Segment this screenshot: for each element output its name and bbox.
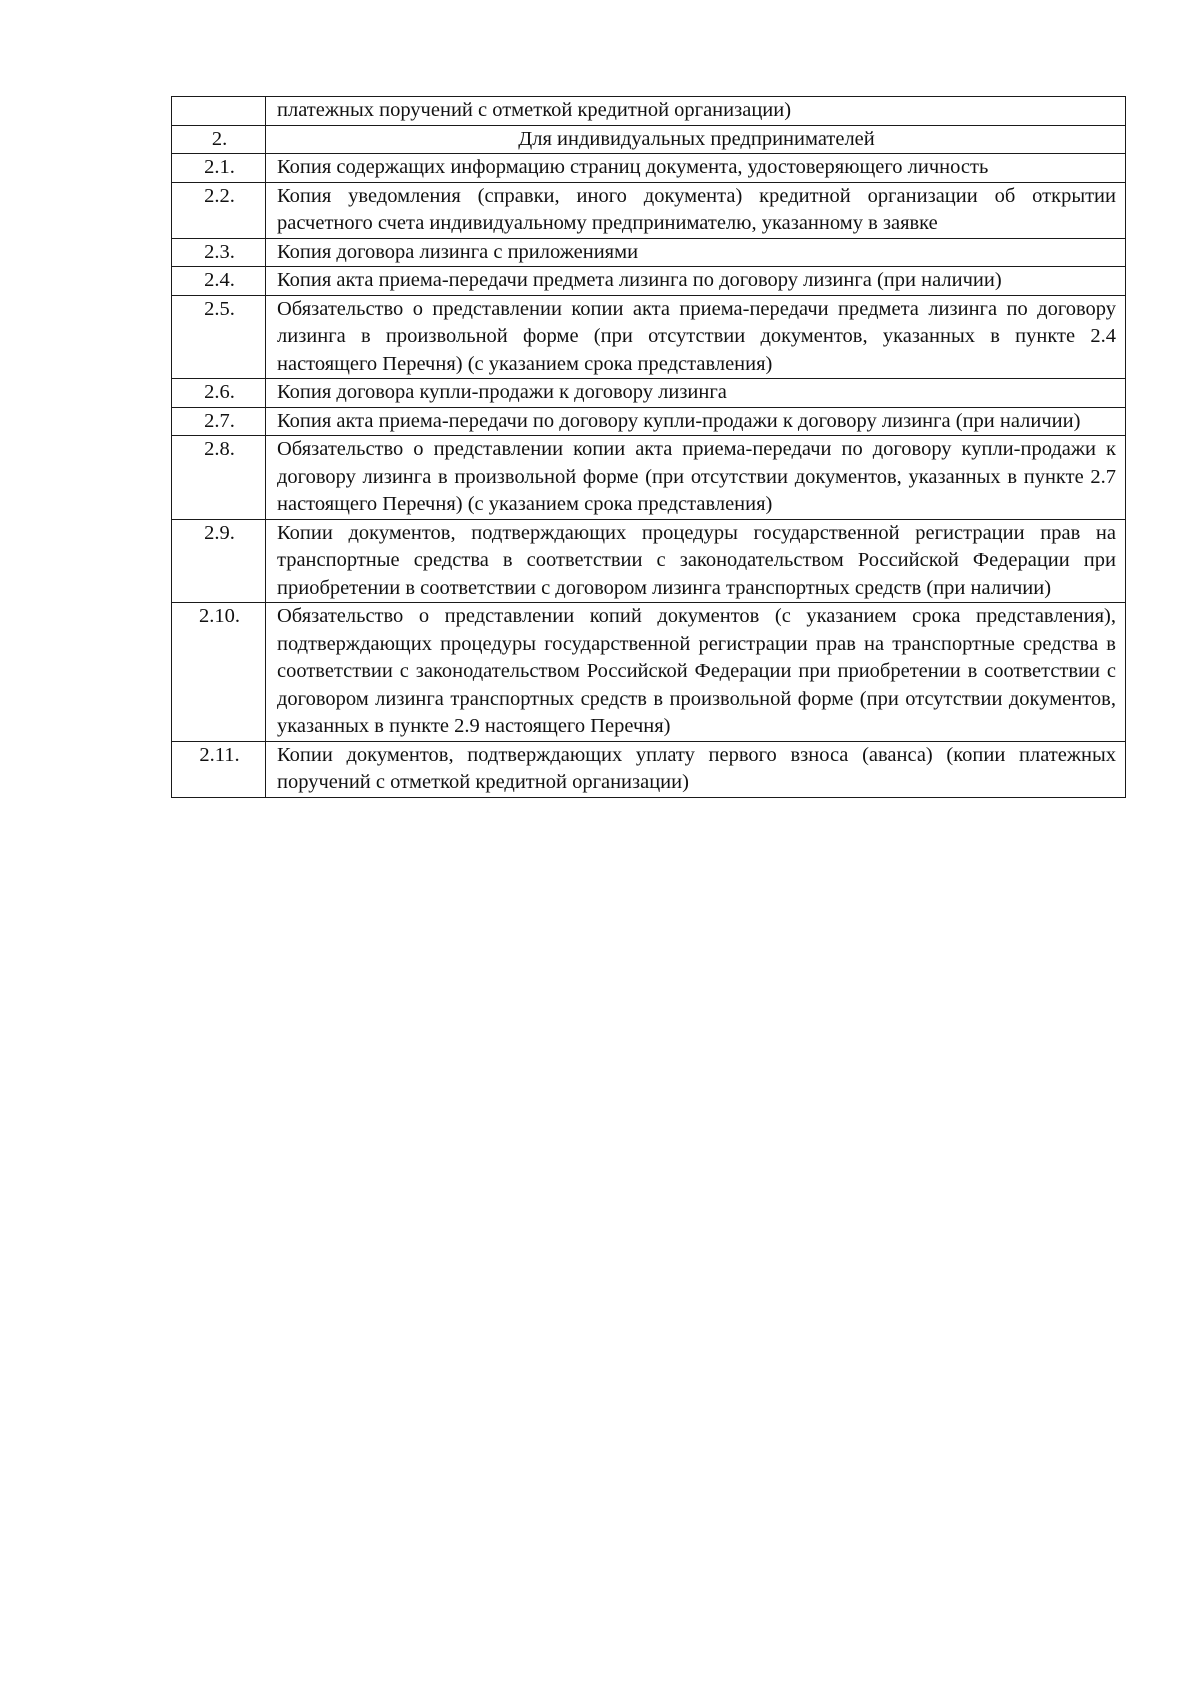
row-number: 2.2. <box>172 182 266 238</box>
table-row <box>172 97 1126 126</box>
row-text: Копия акта приема-передачи по договору купли-продажи к договору лизинга (при наличии) <box>266 407 1126 436</box>
row-number: 2.3. <box>172 238 266 267</box>
table-row <box>172 603 1126 742</box>
row-text: Копия уведомления (справки, иного документа) кредитной организации об открытии расчетного счета индивидуальному предпринимателю, указанному в заявке <box>266 182 1126 238</box>
row-text: Обязательство о представлении копий документов (с указанием срока представления), подтверждающих процедуры государственной регистрации прав на транспортные средства в соответствии с законодательством Российской Федерации при приобретении в соответствии с договором лизинга транспортных средств в произвольной форме (при отсутствии документов, указанных в пункте 2.9 настоящего Перечня) <box>266 603 1126 742</box>
row-text: Копии документов, подтверждающих процедуры государственной регистрации прав на транспортные средства в соответствии с законодательством Российской Федерации при приобретении в соответствии с договором лизинга транспортных средств (при наличии) <box>266 519 1126 603</box>
table-row <box>172 154 1126 183</box>
row-text: Копия акта приема-передачи предмета лизинга по договору лизинга (при наличии) <box>266 267 1126 296</box>
row-text: Обязательство о представлении копии акта приема-передачи предмета лизинга по договору лизинга в произвольной форме (при отсутствии документов, указанных в пункте 2.4 настоящего Перечня) (с указанием срока представления) <box>266 295 1126 379</box>
row-number: 2.9. <box>172 519 266 603</box>
row-number: 2.8. <box>172 436 266 520</box>
table-row <box>172 407 1126 436</box>
row-text: Копия содержащих информацию страниц документа, удостоверяющего личность <box>266 154 1126 183</box>
documents-table-body <box>172 97 1126 798</box>
row-number: 2.5. <box>172 295 266 379</box>
row-text: Обязательство о представлении копии акта приема-передачи по договору купли-продажи к договору лизинга в произвольной форме (при отсутствии документов, указанных в пункте 2.7 настоящего Перечня) (с указанием срока представления) <box>266 436 1126 520</box>
table-row <box>172 267 1126 296</box>
row-text: Копия договора лизинга с приложениями <box>266 238 1126 267</box>
row-number: 2. <box>172 125 266 154</box>
row-text: Копии документов, подтверждающих уплату первого взноса (аванса) (копии платежных поручений с отметкой кредитной организации) <box>266 741 1126 797</box>
table-row <box>172 379 1126 408</box>
row-text: платежных поручений с отметкой кредитной организации) <box>266 97 1126 126</box>
row-number: 2.6. <box>172 379 266 408</box>
section-heading: Для индивидуальных предпринимателей <box>266 125 1126 154</box>
documents-table <box>171 96 1126 798</box>
row-number <box>172 97 266 126</box>
table-row <box>172 436 1126 520</box>
row-text: Копия договора купли-продажи к договору лизинга <box>266 379 1126 408</box>
table-row <box>172 295 1126 379</box>
row-number: 2.11. <box>172 741 266 797</box>
table-row <box>172 125 1126 154</box>
row-number: 2.4. <box>172 267 266 296</box>
row-number: 2.1. <box>172 154 266 183</box>
table-row <box>172 519 1126 603</box>
table-row <box>172 238 1126 267</box>
table-row <box>172 741 1126 797</box>
row-number: 2.7. <box>172 407 266 436</box>
table-row <box>172 182 1126 238</box>
row-number: 2.10. <box>172 603 266 742</box>
